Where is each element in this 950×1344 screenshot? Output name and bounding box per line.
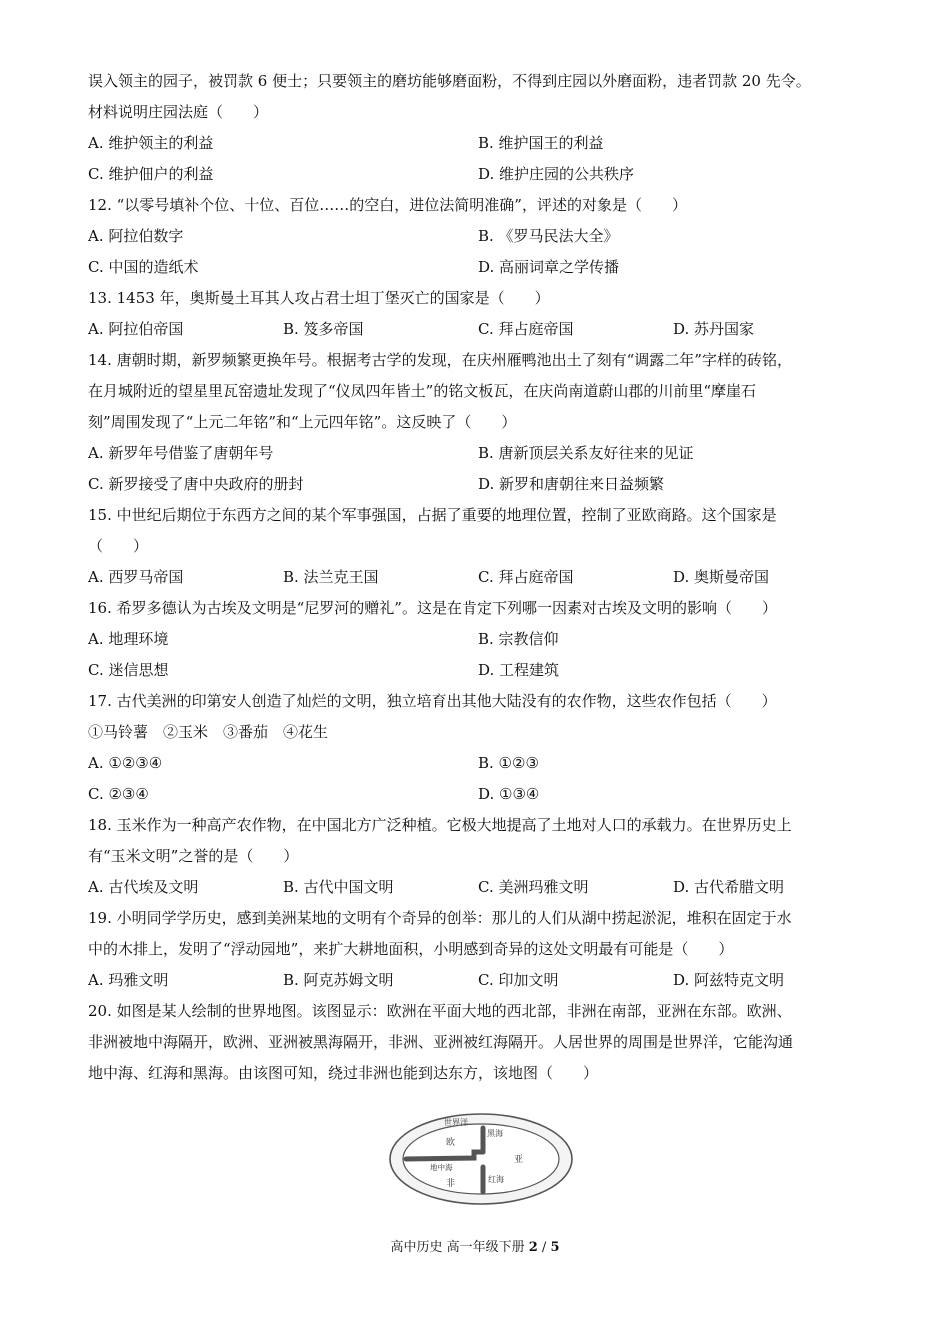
q17-option-d[interactable]: D. ①③④ [478,785,540,803]
q11-option-d[interactable]: D. 维护庄园的公共秩序 [478,165,635,183]
q14-stem-line3: 刻”周围发现了“上元二年铭”和“上元四年铭”。这反映了（ ） [88,413,517,431]
q19-option-b[interactable]: B. 阿克苏姆文明 [283,971,394,989]
q12-option-c[interactable]: C. 中国的造纸术 [88,258,199,276]
q20-stem-line1: 20. 如图是某人绘制的世界地图。该图显示：欧洲在平面大地的西北部，非洲在南部，亚洲在东部。欧洲、 [88,1002,792,1020]
q13-option-a[interactable]: A. 阿拉伯帝国 [88,320,184,338]
q18-option-b[interactable]: B. 古代中国文明 [283,878,394,896]
q14-option-a[interactable]: A. 新罗年号借鉴了唐朝年号 [88,444,274,462]
q19-option-a[interactable]: A. 玛雅文明 [88,971,169,989]
q14-options-row2 [88,469,868,500]
q16-option-b[interactable]: B. 宗教信仰 [478,630,559,648]
q16-stem: 16. 希罗多德认为古埃及文明是“尼罗河的赠礼”。这是在肯定下列哪一因素对古埃及文明的影响（ ） [88,599,777,617]
map-label-asia: 亚 [514,1155,524,1165]
q15-options [88,562,868,593]
map-label-black-sea: 黑海 [487,1129,503,1138]
q12-option-d[interactable]: D. 高丽词章之学传播 [478,258,620,276]
q14-stem-line1: 14. 唐朝时期，新罗频繁更换年号。根据考古学的发现，在庆州雁鸭池出土了刻有“调露二年”字样的砖铭， [88,351,792,369]
q17-option-c[interactable]: C. ②③④ [88,785,149,803]
q15-stem-line2: （ ） [88,537,149,555]
q15-option-a[interactable]: A. 西罗马帝国 [88,568,184,586]
q17-stem: 17. 古代美洲的印第安人创造了灿烂的文明，独立培育出其他大陆没有的农作物，这些农作包括（ ） [88,692,777,710]
footer-total-pages: 5 [550,1240,560,1255]
q14-stem-line2: 在月城附近的望星里瓦窑遗址发现了“仪凤四年皆土”的铭文板瓦，在庆尚南道蔚山郡的川前里“摩崖石 [88,382,757,400]
q14-options-row1 [88,438,868,469]
q16-option-d[interactable]: D. 工程建筑 [478,661,560,679]
map-label-africa: 非 [446,1179,456,1189]
map-label-mediterranean: 地中海 [430,1163,453,1172]
q13-option-b[interactable]: B. 笈多帝国 [283,320,364,338]
q16-option-a[interactable]: A. 地理环境 [88,630,169,648]
q18-options [88,872,868,903]
q11-stem: 材料说明庄园法庭（ ） [88,103,269,121]
q13-option-d[interactable]: D. 苏丹国家 [673,320,755,338]
q14-option-d[interactable]: D. 新罗和唐朝往来日益频繁 [478,475,665,493]
q14-option-b[interactable]: B. 唐新顶层关系友好往来的见证 [478,444,694,462]
q11-option-c[interactable]: C. 维护佃户的利益 [88,165,214,183]
q17-option-b[interactable]: B. ①②③ [478,754,539,772]
world-map-figure [388,1112,574,1206]
q13-option-c[interactable]: C. 拜占庭帝国 [478,320,574,338]
q11-option-a[interactable]: A. 维护领主的利益 [88,134,214,152]
q19-option-c[interactable]: C. 印加文明 [478,971,559,989]
q12-options-row1 [88,221,868,252]
q16-options-row2 [88,655,868,686]
q15-stem-line1: 15. 中世纪后期位于东西方之间的某个军事强国，占据了重要的地理位置，控制了亚欧商路。这个国家是 [88,506,777,524]
q11-options-row2 [88,159,868,190]
q19-stem-line2: 中的木排上，发明了“浮动园地”，来扩大耕地面积，小明感到奇异的这处文明最有可能是（ ） [88,940,734,958]
q20-stem-line3: 地中海、红海和黑海。由该图可知，绕过非洲也能到达东方，该地图（ ） [88,1064,599,1082]
q12-option-a[interactable]: A. 阿拉伯数字 [88,227,184,245]
map-label-red-sea: 红海 [488,1175,504,1184]
q11-options-row1 [88,128,868,159]
q13-stem: 13. 1453 年，奥斯曼土耳其人攻占君士坦丁堡灭亡的国家是（ ） [88,289,550,307]
q14-option-c[interactable]: C. 新罗接受了唐中央政府的册封 [88,475,304,493]
q18-option-d[interactable]: D. 古代希腊文明 [673,878,785,896]
footer-course-label: 高中历史 高一年级下册 [390,1240,529,1255]
q15-option-d[interactable]: D. 奥斯曼帝国 [673,568,770,586]
q18-stem-line1: 18. 玉米作为一种高产农作物，在中国北方广泛种植。它极大地提高了土地对人口的承载力。在世界历史上 [88,816,792,834]
q16-option-c[interactable]: C. 迷信思想 [88,661,169,679]
q18-option-c[interactable]: C. 美洲玛雅文明 [478,878,589,896]
q20-stem-line2: 非洲被地中海隔开，欧洲、亚洲被黑海隔开，非洲、亚洲被红海隔开。人居世界的周围是世界洋，它能沟通 [88,1033,794,1051]
map-label-europe: 欧 [446,1138,456,1148]
q17-items: ①马铃薯 ②玉米 ③番茄 ④花生 [88,723,329,741]
q17-options-row2 [88,779,868,810]
q15-option-b[interactable]: B. 法兰克王国 [283,568,379,586]
q13-options [88,314,868,345]
q12-option-b[interactable]: B. 《罗马民法大全》 [478,227,619,245]
exam-page [88,66,868,1089]
world-map-svg [388,1112,574,1206]
map-label-world-ocean: 世界洋 [444,1118,468,1127]
q12-stem: 12. “以零号填补个位、十位、百位……的空白，进位法简明准确”，评述的对象是（ ） [88,196,687,214]
footer-page-number: 2 [528,1240,538,1255]
q17-options-row1 [88,748,868,779]
q15-option-c[interactable]: C. 拜占庭帝国 [478,568,574,586]
footer-separator: / [537,1240,551,1255]
q17-option-a[interactable]: A. ①②③④ [88,754,163,772]
q19-stem-line1: 19. 小明同学学历史，感到美洲某地的文明有个奇异的创举：那儿的人们从湖中捞起淤泥，堆积在固定于水 [88,909,792,927]
q11-option-b[interactable]: B. 维护国王的利益 [478,134,604,152]
q18-option-a[interactable]: A. 古代埃及文明 [88,878,199,896]
q18-stem-line2: 有“玉米文明”之誉的是（ ） [88,847,299,865]
q19-options [88,965,868,996]
q12-options-row2 [88,252,868,283]
q11-material-line: 误入领主的园子，被罚款 6 便士；只要领主的磨坊能够磨面粉，不得到庄园以外磨面粉，违者罚款 20 先令。 [88,72,811,90]
q16-options-row1 [88,624,868,655]
q19-option-d[interactable]: D. 阿兹特克文明 [673,971,785,989]
page-footer [0,1238,950,1258]
